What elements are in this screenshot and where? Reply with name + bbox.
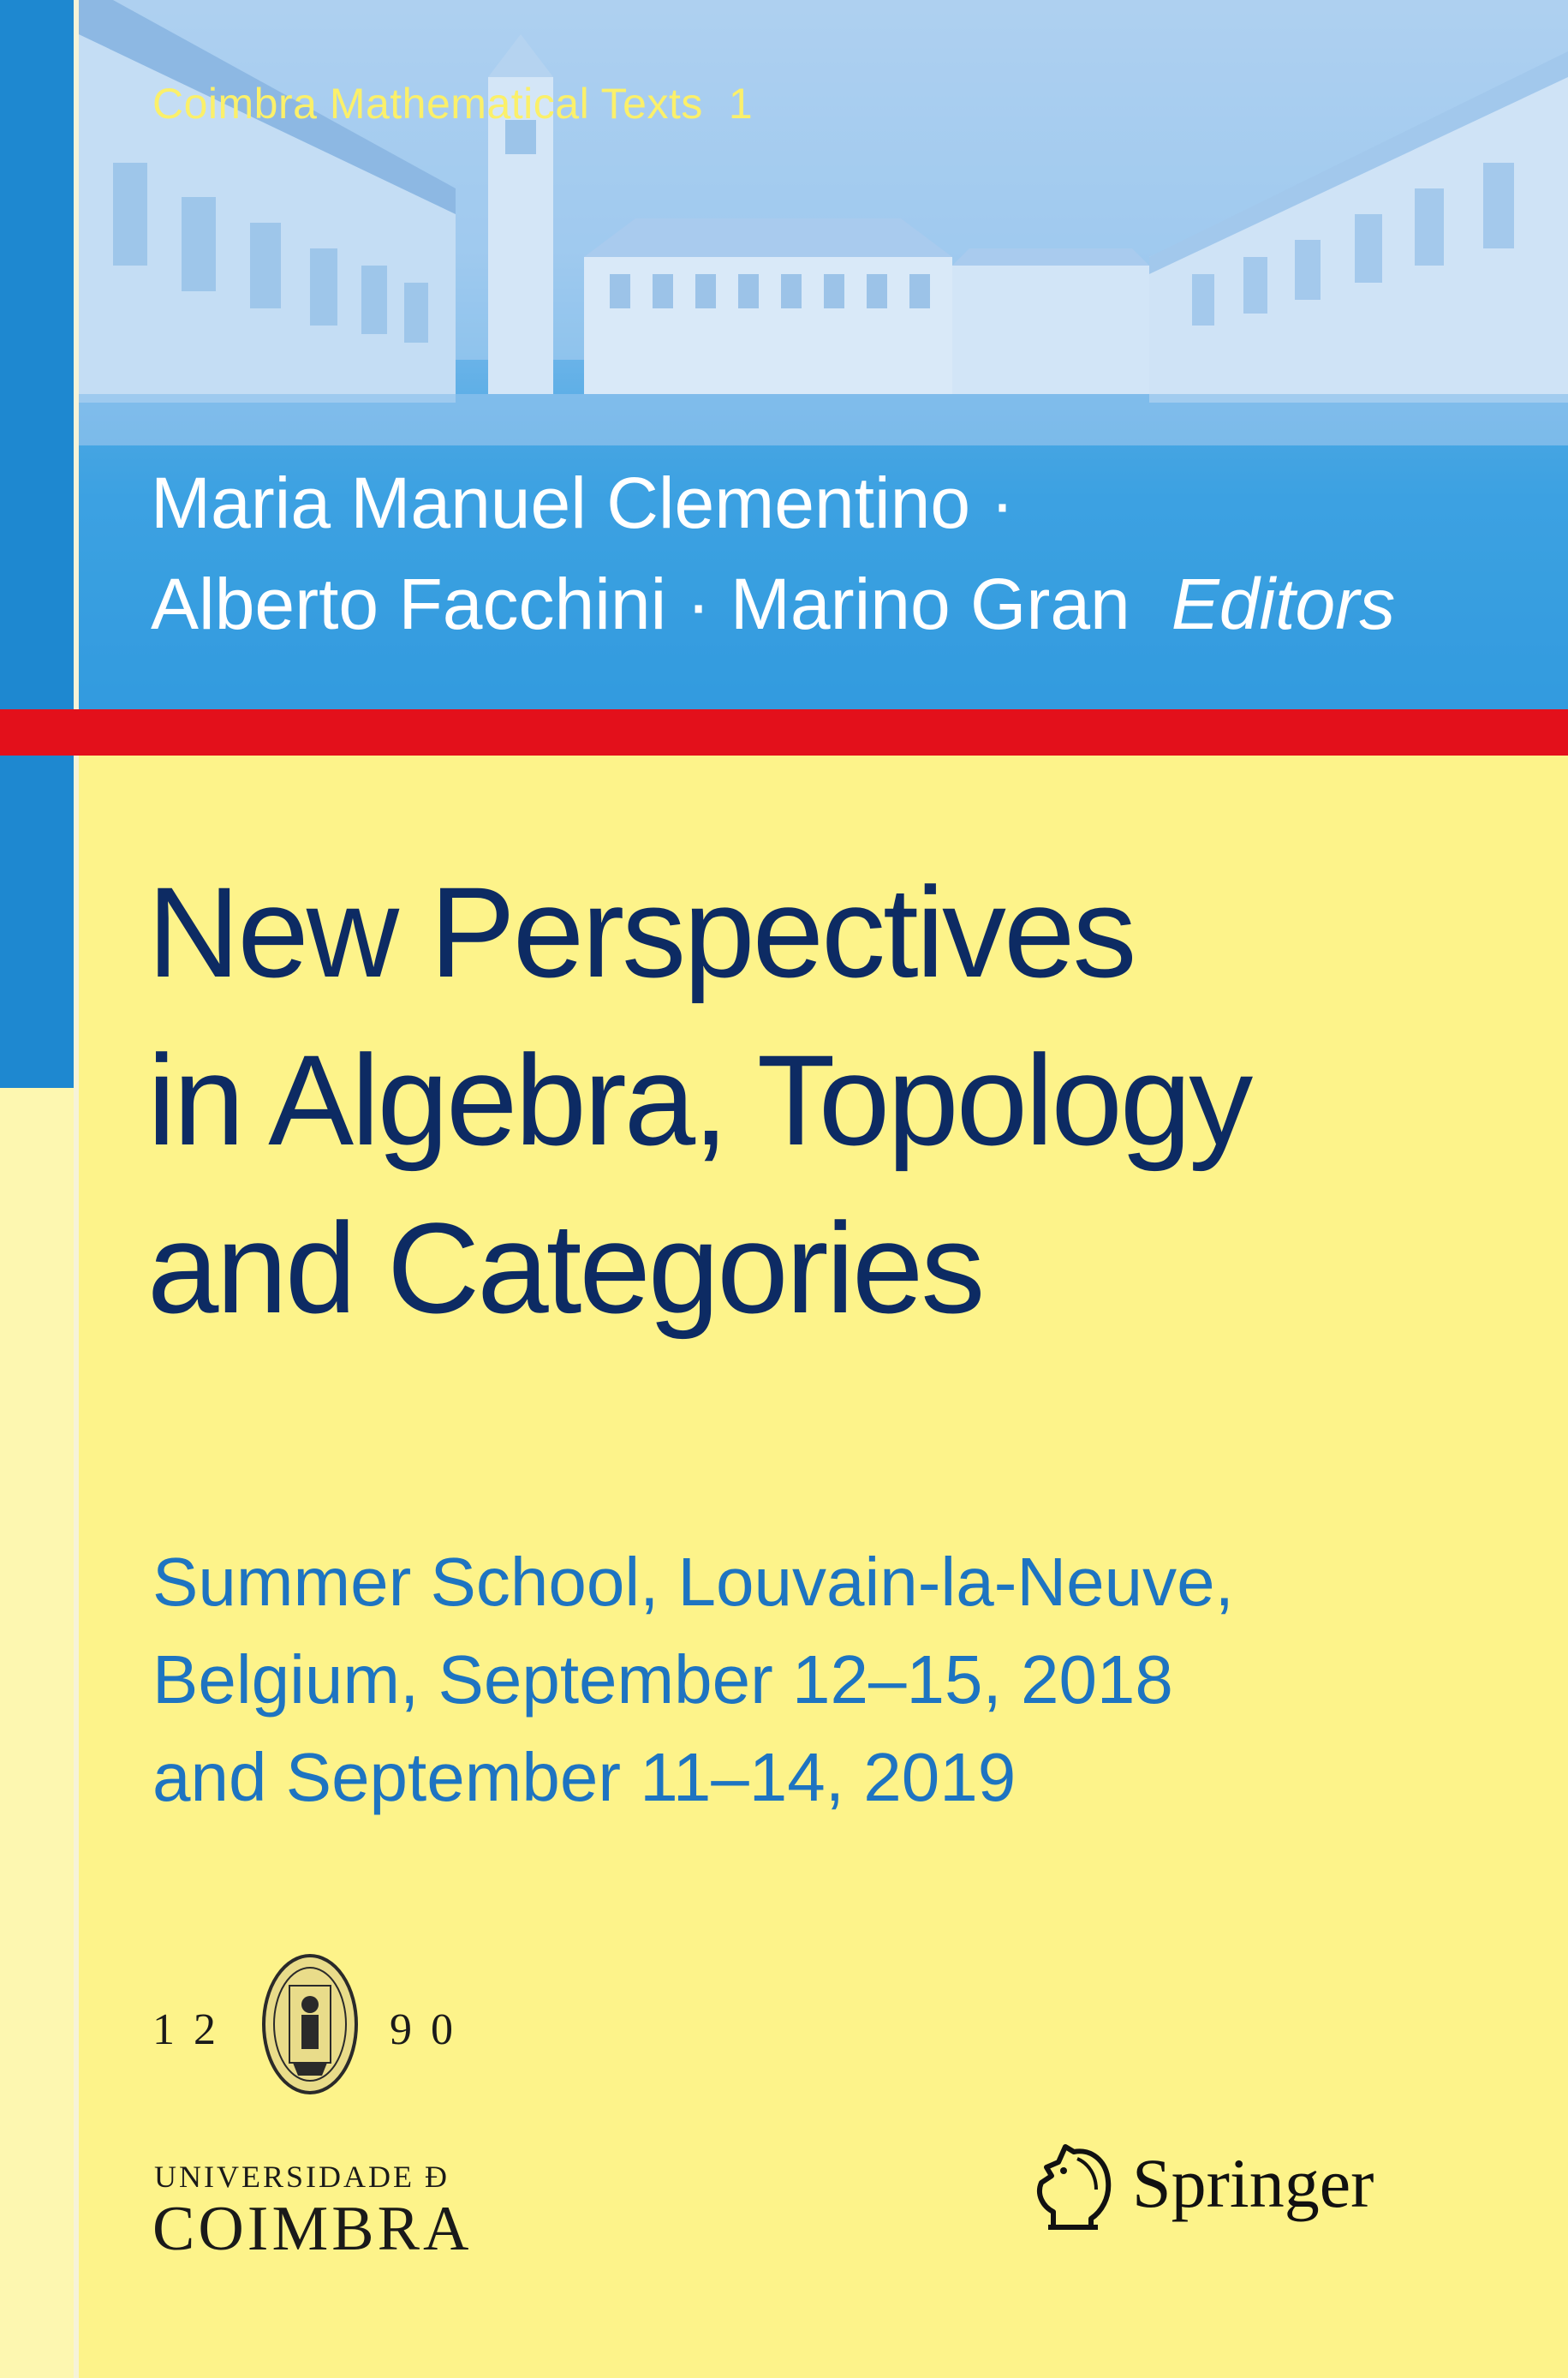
title-line-1: New Perspectives [147,860,1135,1004]
red-divider-bar [0,709,1568,756]
university-name-line-2: COIMBRA [152,2194,473,2264]
university-seal-icon [259,1951,361,2097]
editors-names-2: Alberto Facchini · Marino Gran [151,564,1130,644]
book-title [147,848,1250,1352]
editors-line-1: Maria Manuel Clementino · [151,463,1015,543]
title-line-3: and Categories [147,1196,983,1340]
spine-pale-strip [0,1088,74,2378]
editors-line-2 [151,553,1395,654]
spine-divider-line [74,0,79,2378]
knight-horse-icon [1028,2133,1122,2236]
subtitle-line-2: Belgium, September 12–15, 2018 [152,1641,1173,1718]
series-name: Coimbra Mathematical Texts [152,80,703,128]
title-line-2: in Algebra, Topology [147,1028,1251,1172]
publisher-name: Springer [1132,2144,1374,2222]
editors-block [151,452,1395,654]
university-name-line-1: UNIVERSIDADE Ð [154,2160,450,2194]
subtitle-line-1: Summer School, Louvain-la-Neuve, [152,1544,1234,1620]
series-number: 1 [728,80,754,128]
publisher-block [1028,2133,1439,2236]
subtitle-line-3: and September 11–14, 2019 [152,1739,1017,1815]
seal-year-right: 90 [390,2005,472,2054]
spine-blue-strip [0,0,74,1088]
editors-role: Editors [1171,564,1396,644]
seal-year-left: 12 [152,2005,235,2054]
series-title [152,79,753,128]
book-subtitle [152,1533,1234,1826]
